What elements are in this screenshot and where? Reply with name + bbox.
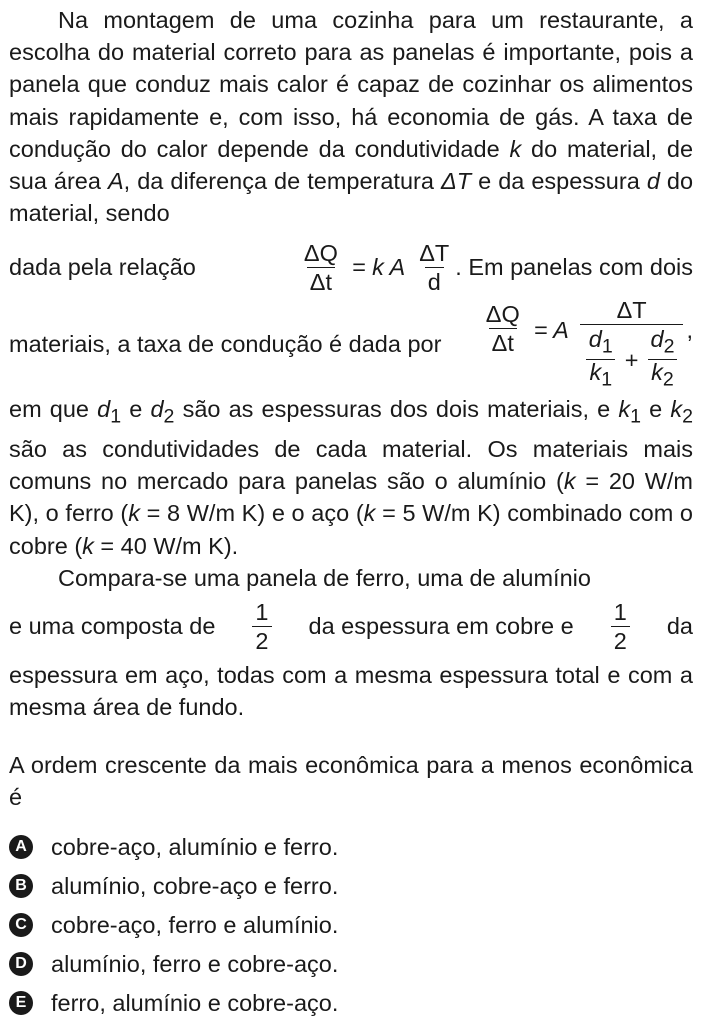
compound-fraction: ΔT $\frac{d_1}{k_1}$ + $\frac{d_2}{k_2}$	[580, 297, 684, 390]
d2-over-k2: $\frac{d_2}{k_2}$	[648, 328, 678, 390]
half-fraction-copper: $\frac{1}{2}$	[252, 599, 271, 654]
option-text: cobre-aço, ferro e alumínio.	[51, 911, 339, 938]
option-a[interactable]	[9, 832, 338, 862]
option-text: alumínio, ferro e cobre-aço.	[51, 950, 339, 977]
formula-line-two-materials	[9, 296, 693, 392]
compare-line-1: Compara-se uma panela de ferro, uma de alumínio	[58, 565, 591, 591]
option-text: alumínio, cobre-aço e ferro.	[51, 872, 339, 899]
d1-over-k1: $\frac{d_1}{k_1}$	[586, 328, 616, 390]
heat-rate-fraction: $\frac{\Delta Q}{\Delta t}$	[485, 301, 520, 357]
intro-paragraph: Na montagem de uma cozinha para um restaurante, a escolha do material correto para as panelas é importante, pois a panela que conduz mais calor é capaz de cozinhar os alimentos mais rapidamente e, com isso, há economia de gás. A taxa de condução do calor depende da condutividade k do material, de sua área A, da diferença de temperatura ΔT e da espessura d do material, sendo	[9, 7, 694, 227]
option-c[interactable]	[9, 910, 338, 940]
compare-line-2: e uma composta de $\frac{1}{2}$ da espessura em cobre e $\frac{1}{2}$ da	[9, 598, 693, 654]
gradient-fraction: $\frac{\Delta T}{d}$	[419, 239, 450, 295]
question-stem: A ordem crescente da mais econômica para a menos econômica é	[9, 752, 693, 811]
option-d[interactable]	[9, 949, 338, 979]
formula-simple: $\frac{\Delta Q}{\Delta t}$ = k A $\frac{\Delta T}{d}$ . Em panelas com dois	[298, 240, 693, 295]
option-text: ferro, alumínio e cobre-aço.	[51, 989, 339, 1016]
option-b[interactable]	[9, 871, 338, 901]
option-letter-badge: B	[9, 874, 33, 898]
option-text: cobre-aço, alumínio e ferro.	[51, 833, 339, 860]
materials-paragraph: em que $d_1$ e $d_2$ são as espessuras dos dois materiais, e $k_1$ e $k_2$ são as condutividades de cada material. Os materiais mais comuns no mercado para panelas são o alumínio (k = 20 W/m K), o ferro (k = 8 W/m K) e o aço (k = 5 W/m K) combinado com o cobre (k = 40 W/m K).	[9, 396, 693, 559]
option-letter-badge: A	[9, 835, 33, 859]
formula-prefix: materiais, a taxa de condução é dada por	[9, 330, 442, 357]
compare-rest: espessura em aço, todas com a mesma espessura total e com a mesma área de fundo.	[9, 662, 693, 721]
option-letter-badge: D	[9, 952, 33, 976]
formula-line-simple	[9, 237, 693, 297]
formula-prefix: dada pela relação	[9, 253, 196, 280]
heat-rate-fraction: $\frac{\Delta Q}{\Delta t}$	[303, 239, 338, 295]
option-e[interactable]	[9, 988, 338, 1018]
half-fraction-steel: $\frac{1}{2}$	[611, 599, 630, 654]
formula-two-materials: $\frac{\Delta Q}{\Delta t}$ = A ΔT $\frac{d_1}{k_1}$ + $\frac{d_2}{k_2}$ ,	[480, 297, 693, 390]
option-letter-badge: E	[9, 991, 33, 1015]
option-letter-badge: C	[9, 913, 33, 937]
